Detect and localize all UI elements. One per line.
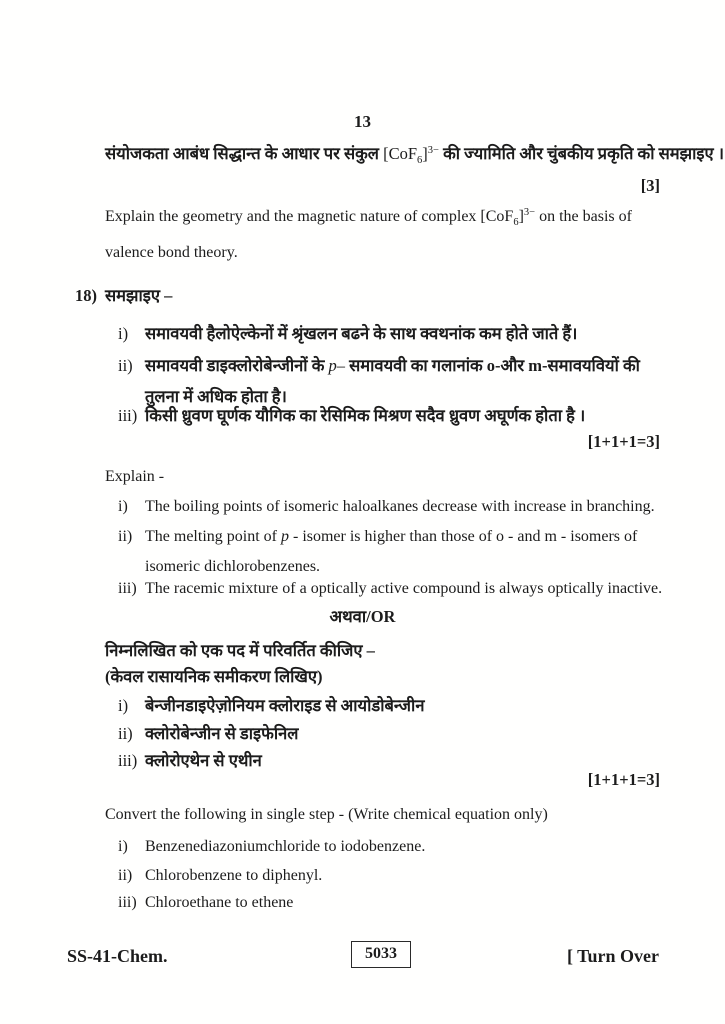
q17-english-after: on the basis of valence bond theory.: [105, 208, 632, 261]
or-hindi-intro-line2: (केवल रासायनिक समीकरण लिखिए): [105, 667, 323, 686]
item-text-before: The melting point of: [145, 528, 281, 545]
or-hindi-intro-line1: निम्नलिखित को एक पद में परिवर्तित कीजिए –: [105, 641, 375, 660]
q18-english-item-ii: [118, 522, 667, 582]
item-text: Chloroethane to ethene: [145, 894, 294, 911]
item-label: iii): [118, 580, 137, 597]
q17-hindi-before: संयोजकता आबंध सिद्धान्त के आधार पर संकुल: [105, 144, 384, 163]
footer-turn-over: [ Turn Over: [566, 946, 659, 966]
item-label: ii): [118, 356, 133, 375]
item-text-before: समावयवी डाइक्लोरोबेन्जीनों के: [145, 356, 329, 375]
question-number: 18): [75, 286, 97, 305]
footer-paper-code: SS-41-Chem.: [67, 946, 168, 966]
q18-english-item-iii: [118, 574, 667, 604]
page-number: 13: [354, 112, 371, 131]
q18-marks-badge-first: [1+1+1=3]: [587, 432, 660, 451]
item-label: i): [118, 498, 128, 515]
item-label: iii): [118, 406, 138, 425]
or-hindi-item-i: [118, 690, 667, 721]
item-text: क्लोरोएथेन से एथीन: [145, 751, 262, 770]
item-text-after: - isomer is higher than those of o - and m - isomers of isomeric dichlorobenzenes.: [145, 528, 638, 575]
item-label: i): [118, 696, 129, 715]
q17-hindi-after: की ज्यामिति और चुंबकीय प्रकृति को समझाइए ।: [438, 144, 724, 163]
q18-english-heading: Explain -: [105, 468, 165, 485]
q18-hindi-item-i: [118, 318, 667, 349]
item-label: ii): [118, 867, 133, 884]
q18-marks-badge-second: [1+1+1=3]: [587, 770, 660, 789]
item-text-italic-p: p: [280, 528, 289, 545]
or-english-heading: Convert the following in single step - (Write chemical equation only): [105, 806, 548, 823]
item-text: The racemic mixture of a optically active compound is always optically inactive.: [145, 580, 663, 597]
footer-center-code-box: [351, 941, 411, 968]
item-text: Chlorobenzene to diphenyl.: [145, 867, 323, 884]
q18-english-item-i: [118, 492, 667, 522]
or-divider: अथवा/OR: [329, 607, 396, 626]
or-english-item-i: [118, 832, 667, 862]
q17-marks-badge: [3]: [640, 176, 660, 195]
q17-english-text: [105, 198, 665, 268]
item-text-italic-p: p–: [328, 356, 345, 375]
formula-subscript: 6: [417, 155, 423, 166]
formula-superscript: 3−: [427, 145, 439, 156]
item-label: ii): [118, 528, 133, 545]
q17-english-before: Explain the geometry and the magnetic nature of complex: [105, 208, 481, 225]
q18-heading-label: समझाइए –: [105, 286, 173, 305]
item-label: iii): [118, 751, 138, 770]
cof6-formula-english: $[CoF_6]^{3-}$: [480, 207, 536, 228]
footer-center-code: 5033: [365, 945, 397, 962]
item-text: किसी ध्रुवण घूर्णक यौगिक का रेसिमिक मिश्रण सदैव ध्रुवण अघूर्णक होता है ।: [145, 406, 586, 425]
cof6-formula: $[CoF_6]^{3-}$: [383, 144, 439, 166]
item-text-after: समावयवी का गलानांक o-और m-समावयवियों की तुलना में अधिक होता है।: [145, 356, 640, 406]
item-text: बेन्जीनडाइऐज़ोनियम क्लोराइड से आयोडोबेन्जीन: [145, 696, 425, 715]
q17-hindi-text: [105, 136, 724, 176]
item-label: i): [118, 324, 129, 343]
formula-superscript: 3−: [523, 207, 536, 218]
q18-heading: [75, 283, 172, 306]
formula-subscript: 6: [513, 217, 519, 228]
item-text: क्लोरोबेन्जीन से डाइफेनिल: [145, 724, 299, 743]
or-english-item-iii: [118, 888, 667, 918]
item-text: समावयवी हैलोऐल्केनों में श्रृंखलन बढने के साथ क्वथनांक कम होते जाते हैं।: [145, 324, 578, 343]
item-label: iii): [118, 894, 137, 911]
item-label: i): [118, 838, 128, 855]
or-english-item-ii: [118, 861, 667, 891]
item-text: Benzenediazoniumchloride to iodobenzene.: [145, 838, 426, 855]
q18-hindi-item-iii: [118, 400, 667, 431]
item-text: The boiling points of isomeric haloalkanes decrease with increase in branching.: [145, 498, 655, 515]
item-label: ii): [118, 724, 133, 743]
